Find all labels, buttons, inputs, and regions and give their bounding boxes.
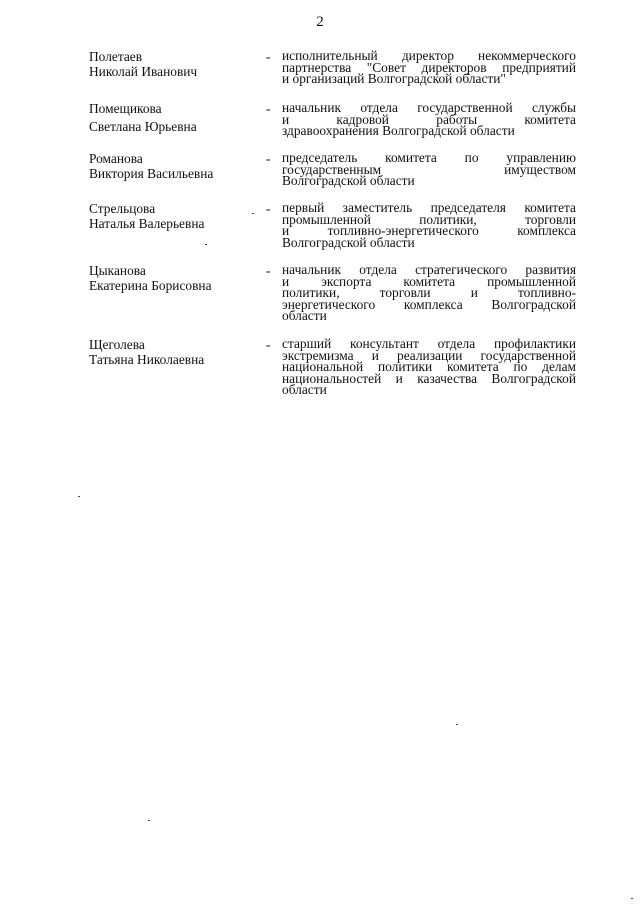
person-given-name: Виктория Васильевна [89,165,214,181]
dash: - [266,49,271,64]
position-line: начальник отдела государственной службы [282,100,576,115]
dash: - [266,337,271,352]
scan-speck [252,213,254,214]
position-line: энергетического комплекса Волгоградской [282,296,576,312]
position-line: председатель комитета по управлению [282,150,576,165]
position-line: здравоохранения Волгоградской области [282,123,515,139]
person-surname: Помещикова [89,101,162,116]
person-surname: Цыканова [89,263,146,278]
dash: - [266,101,271,116]
position-line: экстремизма и реализации государственной [282,347,576,363]
scan-speck [456,724,458,725]
person-surname: Стрельцова [89,201,156,216]
position-description [282,202,576,248]
dash: - [266,263,271,278]
position-line: промышленной политики, торговли [282,211,576,227]
position-line: Волгоградской области [282,173,415,189]
person-given-name: Светлана Юрьевна [89,118,197,134]
person-name [89,338,254,367]
scan-speck [78,496,80,497]
dash: - [266,201,271,216]
position-line: начальник отдела стратегического развития [282,262,576,277]
person-name [89,102,254,134]
position-line: и топливно-энергетического комплекса [282,223,576,239]
position-line: Волгоградской области [282,234,415,250]
position-line: области [282,382,327,398]
person-given-name: Екатерина Борисовна [89,277,212,293]
person-name [89,202,254,231]
position-line: области [282,308,327,324]
person-given-name: Николай Иванович [89,63,198,79]
position-line: и экспорта комитета промышленной [282,273,576,289]
person-given-name: Татьяна Николаевна [89,351,205,367]
page-number: 2 [316,14,324,30]
position-description [282,152,576,187]
position-line: и организаций Волгоградской области" [282,71,506,87]
scan-speck [205,244,207,245]
position-line: политики, торговли и топливно- [282,285,576,301]
person-surname: Романова [89,151,143,166]
person-name [89,50,254,79]
scan-speck [631,898,633,899]
position-line: национальной политики комитета по делам [282,359,576,375]
position-line: и кадровой работы комитета [282,111,576,127]
position-description [282,264,576,322]
position-line: первый заместитель председателя комитета [282,200,576,215]
position-line: старший консультант отдела профилактики [282,336,576,351]
person-name [89,152,254,181]
position-description [282,338,576,396]
position-line: государственным имуществом [282,161,576,177]
scan-speck [148,820,150,821]
position-line: национальностей и казачества Волгоградской [282,370,576,386]
person-surname: Щеголева [89,337,145,352]
position-description [282,50,576,85]
person-name [89,264,254,293]
dash: - [266,151,271,166]
position-description [282,102,576,137]
position-line: партнерства "Совет директоров предприятий [282,59,576,75]
person-given-name: Наталья Валерьевна [89,215,205,231]
person-surname: Полетаев [89,49,143,64]
position-line: исполнительный директор некоммерческого [282,48,576,63]
